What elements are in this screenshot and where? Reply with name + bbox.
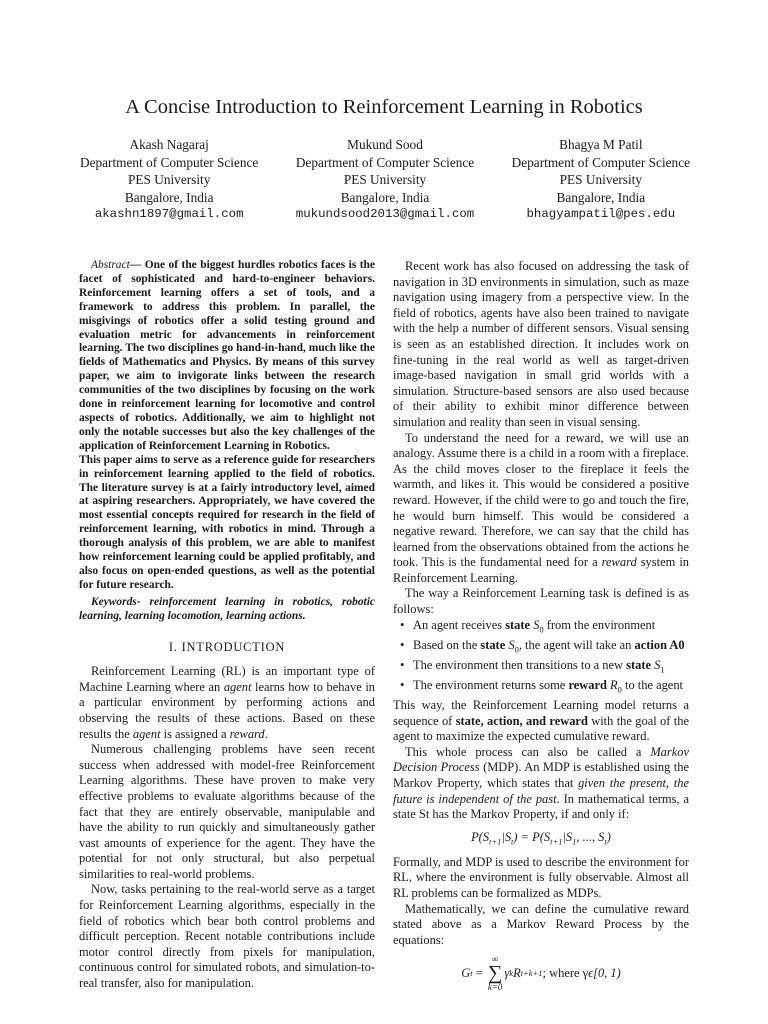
author-block: [80, 136, 690, 224]
author-3: [512, 136, 690, 224]
section-heading-introduction: I. INTRODUCTION: [168, 639, 286, 654]
right-paragraph-3: The way a Reinforcement Learning task is defined is as follows:: [393, 586, 689, 617]
author-name: Bhagya M Patil: [559, 137, 643, 152]
author-name: Mukund Sood: [347, 137, 423, 152]
text-run: S: [530, 617, 540, 632]
abstract-paragraph-1: Abstract— One of the biggest hurdles robotics faces is the facet of sophisticated and hard-to-engineer behaviors. Reinforcement learning offers a set of tools, and a framework to address this problem. In parallel, the misgivings of robotics offer a solid testing ground and evaluation metric for advancements in reinforcement learning. The two disciplines go hand-in-hand, much like the fields of Mathematics and Physics. By means of this survey paper, we aim to invigorate links between the research communities of the two disciplines by focusing on the work done in reinforcement learning for locomotive and control aspects of robotics. Additionally, we aim to highlight not only the notable successes but also the key challenges of the application of Reinforcement Learning in Robotics.: [79, 259, 375, 452]
abstract-label: Abstract: [91, 259, 130, 271]
right-paragraph-1: Recent work has also focused on addressing the task of navigation in 3D environments in simulation, such as maze navigation using imagery from a perspective view. In the field of robotics, agents have also been trained to navigate with the help a number of different sensors. Visual sensing is seen as an established direction. It includes work on fine-tuning in the real world as well as target-driven image-based navigation in small grid worlds with a simulation. Structure-based sensors are also used because of their ability to exhibit minor difference between simulation and reality than seen in visual sensing.: [393, 259, 689, 429]
author-dept: Department of Computer Science: [295, 154, 475, 170]
keywords: Keywords- reinforcement learning in robotics, robotic learning, learning locomotion, learning actions.: [79, 595, 375, 622]
markov-property-equation: [393, 830, 689, 850]
equation-lhs-sub: t: [470, 968, 473, 979]
author-city: Bangalore, India: [556, 189, 646, 205]
cumulative-reward-equation: [393, 955, 689, 992]
right-paragraph-5: [393, 745, 689, 823]
paper-title: A Concise Introduction to Reinforcement Learning in Robotics: [125, 96, 643, 118]
summation-icon: [488, 955, 503, 992]
author-city: Bangalore, India: [340, 189, 430, 205]
author-dept: Department of Computer Science: [80, 154, 259, 170]
text-run: reward: [601, 555, 637, 570]
right-paragraph-2: [393, 431, 689, 587]
author-city: Bangalore, India: [124, 189, 214, 205]
intro-paragraph-3: Now, tasks pertaining to the real-world serve as a target for Reinforcement Learning algorithms, especially in the field of robotics which bear both control problems and difficult perception. Recent notable contributions include motor control directly from pixels for manipulation, continuous control for simulated robots, and simulation-to-real transfer, also for manipulation.: [79, 882, 375, 991]
text-run: 0: [539, 624, 544, 635]
intro-paragraph-1: [79, 664, 375, 742]
list-item: [393, 618, 689, 638]
gamma-range: ϵ[0, 1): [588, 966, 621, 981]
abstract-text-1: One of the biggest hurdles robotics faces is the facet of sophisticated and hard-to-engineer behaviors. Reinforcement learning offers a set of tools, and a framework to address this problem. In parallel, the misgivings of robotics offer a solid testing ground and evaluation metric for advancements in reinforcement learning. The two disciplines go hand-in-hand, much like the fields of Mathematics and Physics. By means of this survey paper, we aim to invigorate links between the research communities of the two disciplines by focusing on the work done in reinforcement learning for locomotive and control aspects of robotics. Additionally, we aim to highlight not only the notable successes but also the key challenges of the application of Reinforcement Learning in Robotics.: [79, 259, 375, 452]
text-run: is assigned a: [160, 726, 230, 741]
text-run: Reinforcement Learning (RL) is an important type of Machine Learning where an: [79, 664, 375, 694]
text-run: learns how to behave in a particular environment by performing actions and observing the results of these actions. Based on these results the: [79, 679, 375, 741]
text-run: state, action, and reward: [455, 713, 588, 728]
bullet-icon: •: [400, 637, 405, 652]
right-paragraph-4: [393, 698, 689, 745]
text-run: .: [264, 726, 268, 741]
list-item: [393, 658, 689, 678]
text-run: with the goal of the agent to maximize the expected cumulative reward.: [393, 713, 689, 744]
right-column: [393, 259, 689, 992]
text-run: This whole process can also be called a: [405, 744, 651, 759]
list-item: [393, 678, 689, 698]
bullet-icon: •: [400, 617, 405, 632]
bullet-icon: •: [400, 657, 405, 672]
equals-sign: =: [472, 966, 486, 981]
gamma-term: γ: [504, 966, 510, 981]
equation-text: $P(S_{t+1}|S_t) = P(S_{t+1}|S_1$, ..., $S_t$): [471, 829, 611, 847]
text-run: action A0: [634, 637, 685, 652]
right-paragraph-7: Mathematically, we can define the cumulative reward stated above as a Markov Reward Process by the equations:: [393, 901, 689, 947]
text-run: (MDP). An MDP is established using the Markov Property, which states that: [393, 760, 689, 790]
bullet-icon: •: [400, 677, 405, 692]
reward-term: R: [513, 966, 521, 981]
text-run: . In mathematical terms, a state St has the Markov Property, if and only if:: [393, 791, 689, 822]
equation-tail: ; where γ: [542, 966, 589, 981]
author-email: bhagyampatil@pes.edu: [526, 207, 676, 222]
text-run: Markov Decision Process: [393, 744, 689, 775]
text-run: R: [606, 677, 618, 692]
sum-upper: ∞: [491, 954, 499, 965]
author-1: [80, 136, 258, 224]
text-run: system in Reinforcement Learning.: [393, 555, 689, 585]
sum-lower: k=0: [487, 982, 503, 993]
right-paragraph-6: Formally, and MDP is used to describe the environment for RL, where the environment is fully observable. Almost all RL problems can be formalized as MDPs.: [393, 854, 689, 900]
text-run: The environment then transitions to a new: [413, 657, 627, 672]
text-run: An agent receives: [413, 617, 506, 632]
text-run: Based on the: [413, 637, 481, 652]
text-run: state: [480, 637, 506, 652]
author-univ: PES University: [559, 172, 643, 188]
text-run: S: [505, 637, 515, 652]
text-run: , the agent will take an: [518, 637, 635, 652]
rl-steps-list: [393, 618, 689, 698]
text-run: reward: [568, 677, 607, 692]
text-run: S: [651, 657, 661, 672]
text-run: state: [505, 617, 531, 632]
sigma-glyph: ∑: [487, 962, 503, 985]
author-2: [296, 136, 474, 224]
author-email: akashn1897@gmail.com: [94, 207, 244, 222]
text-run: reward: [229, 726, 265, 741]
list-item: [393, 638, 689, 658]
gamma-exponent: k: [509, 968, 514, 979]
text-run: 1: [660, 664, 665, 675]
text-run: The environment returns some: [413, 677, 569, 692]
reward-sub: t+k+1: [520, 968, 543, 979]
author-univ: PES University: [343, 172, 427, 188]
abstract-paragraph-2: This paper aims to serve as a reference guide for researchers in reinforcement learning applied to the field of robotics. The literature survey is at a fairly introductory level, aimed at aspiring researchers. Appropriately, we have covered the most essential concepts required for research in the field of reinforcement learning, with robotics in mind. Through a thorough analysis of this problem, we are able to manifest how reinforcement learning could be applied profitably, and also focus on open-ended questions, as well as the potential for future research.: [79, 453, 375, 591]
text-run: This way, the Reinforcement Learning model returns a sequence of: [393, 697, 689, 728]
text-run: To understand the need for a reward, we will use an analogy. Assume there is a child in a room with a fireplace. As the child moves closer to the fireplace it feels the warmth, and likes it. This would be considered a positive reward. However, if the child were to go and touch the fire, he would burn himself. This would be considered a negative reward. Therefore, we can say that the child has learned from the observations obtained from the actions he took. This is the fundamental need for a: [393, 430, 689, 570]
author-univ: PES University: [127, 172, 211, 188]
equation-lhs: G: [461, 966, 471, 981]
text-run: to the agent: [621, 677, 684, 692]
left-column: [79, 259, 375, 992]
text-run: 0: [617, 684, 622, 695]
author-dept: Department of Computer Science: [511, 154, 690, 170]
text-run: agent: [223, 679, 252, 694]
text-run: from the environment: [543, 617, 656, 632]
intro-paragraph-2: Numerous challenging problems have seen recent success when addressed with model-free Reinforcement Learning algorithms. These have proven to make very effective problems to evaluate algorithms because of the fact that they are entirely observable, manipulable and have the ability to run quickly and simultaneously gather vast amounts of experience for the agent. They have the potential for not only structural, but also perpetual similarities to real-world problems.: [79, 742, 375, 881]
author-name: Akash Nagaraj: [129, 137, 209, 152]
text-run: agent: [132, 726, 161, 741]
text-run: state: [626, 657, 651, 672]
text-run: 0: [514, 644, 519, 655]
text-run: given the present, the future is independent of the past: [393, 775, 689, 806]
author-email: mukundsood2013@gmail.com: [295, 207, 475, 222]
